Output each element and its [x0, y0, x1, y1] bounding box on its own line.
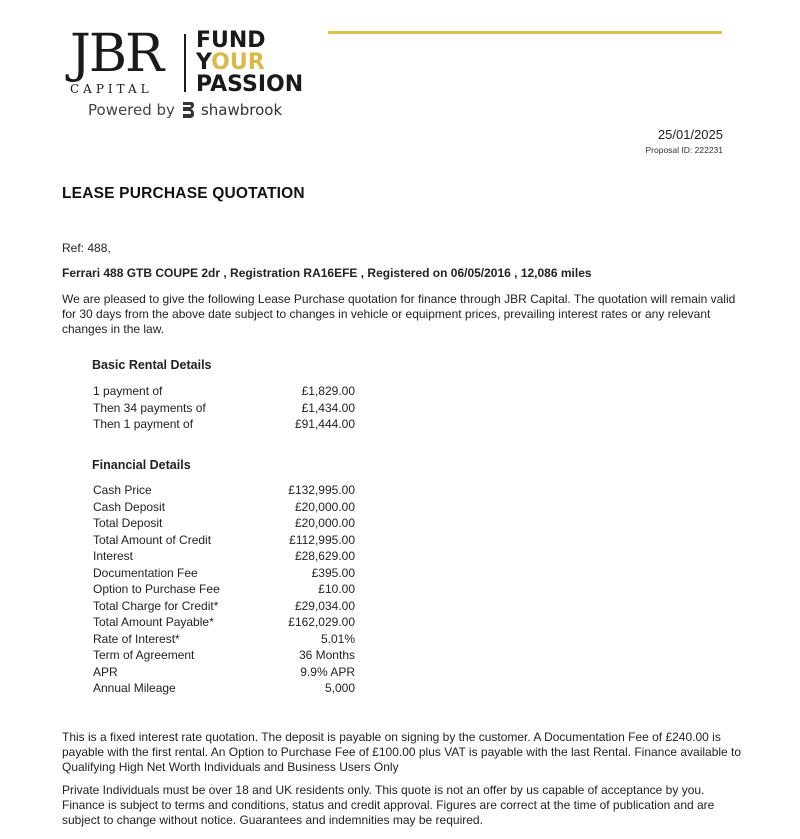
powered-by [88, 100, 282, 120]
row-value: £112,995.00 [289, 532, 355, 547]
row-value: 9.9% APR [300, 664, 355, 679]
row-value: 5.01% [320, 631, 355, 646]
table-row [93, 548, 355, 565]
tagline-line2-b: OUR [211, 50, 265, 75]
terms-paragraph-2: Private Individuals must be over 18 and UK residents only. This quote is not an offer by us capable of acceptance by you. Finance is subject to terms and conditions, status and credit approval. Figures are correct at the time of publication and are subject to change without notice. Guarantees and indemnities may be required. [62, 783, 715, 827]
row-label: Total Amount Payable* [93, 615, 214, 629]
row-label: Term of Agreement [93, 648, 195, 662]
table-row [93, 631, 355, 648]
row-value: £132,995.00 [288, 483, 355, 497]
table-row [93, 598, 355, 615]
powered-by-text: Powered by [88, 101, 175, 119]
row-value: £29,034.00 [294, 598, 355, 613]
page-title: LEASE PURCHASE QUOTATION [62, 185, 305, 202]
logo-main-text: JBR [70, 24, 163, 84]
row-label: Option to Purchase Fee [93, 582, 220, 596]
row-label: Rate of Interest* [93, 631, 180, 646]
jbr-logo [70, 24, 180, 96]
table-row [93, 565, 355, 582]
tagline-line2-a: Y [196, 50, 212, 75]
table-row [93, 416, 355, 433]
row-value: £28,629.00 [294, 549, 355, 563]
row-label: Annual Mileage [93, 681, 176, 695]
logo-divider [184, 34, 186, 92]
row-label: Total Deposit [93, 516, 163, 530]
header-accent-line [328, 31, 722, 34]
table-row [93, 383, 355, 400]
row-label: APR [93, 664, 118, 679]
tagline [196, 30, 303, 96]
terms-paragraph-1: This is a fixed interest rate quotation. The deposit is payable on signing by the customer. A Documentation Fee of £240.00 is payable with the first rental. An Option to Purchase Fee of £100.00 plus VAT is payable with the last Rental. Finance available to Qualifying High Net Worth Individuals and Business Users Only [62, 730, 742, 774]
row-value: 5,000 [324, 681, 355, 695]
partner-name: shawbrook [200, 101, 283, 119]
row-value: £20,000.00 [294, 499, 355, 514]
intro-paragraph: We are pleased to give the following Lease Purchase quotation for finance through JBR Capital. The quotation will remain valid for 30 days from the above date subject to changes in vehicle or equipment prices, prevailing interest rates or any relevant changes in the law. [62, 292, 736, 336]
logo-sub-text: CAPITAL [70, 82, 153, 96]
basic-rental-table [93, 383, 355, 433]
quote-date: 25/01/2025 [657, 127, 723, 142]
table-row [93, 515, 355, 532]
row-value: £1,829.00 [301, 384, 355, 398]
row-value: £1,434.00 [301, 400, 355, 415]
row-label: Cash Price [93, 483, 152, 497]
table-row [93, 680, 355, 697]
shawbrook-icon [180, 100, 196, 120]
reference: Ref: 488, [62, 241, 111, 255]
row-label: Total Amount of Credit [93, 532, 212, 547]
table-row [93, 647, 355, 664]
table-row [93, 614, 355, 631]
row-label: Then 1 payment of [93, 417, 194, 431]
vehicle-details: Ferrari 488 GTB COUPE 2dr , Registration RA16EFE , Registered on 06/05/2016 , 12,086 miles [62, 266, 592, 280]
table-row [93, 581, 355, 598]
row-label: Total Charge for Credit* [93, 598, 219, 613]
table-row [93, 664, 355, 681]
row-value: £91,444.00 [294, 417, 355, 431]
financial-title: Financial Details [92, 458, 191, 472]
table-row [93, 499, 355, 516]
row-value: £10.00 [318, 582, 355, 596]
tagline-line1: FUND [196, 28, 266, 53]
tagline-line2 [196, 52, 303, 74]
row-label: Cash Deposit [93, 499, 166, 514]
row-label: Documentation Fee [93, 565, 198, 580]
row-label: Interest [93, 549, 134, 563]
table-row [93, 400, 355, 417]
row-value: £162,029.00 [288, 615, 355, 629]
row-value: £20,000.00 [294, 516, 355, 530]
table-row [93, 532, 355, 549]
proposal-id: Proposal ID: 222231 [645, 145, 723, 155]
row-value: 36 Months [298, 648, 355, 662]
table-row [93, 482, 355, 499]
row-label: 1 payment of [93, 384, 163, 398]
financial-table [93, 482, 355, 697]
row-value: £395.00 [311, 565, 355, 580]
row-label: Then 34 payments of [93, 400, 206, 415]
basic-rental-title: Basic Rental Details [92, 358, 212, 372]
tagline-line3: PASSION [196, 72, 304, 97]
